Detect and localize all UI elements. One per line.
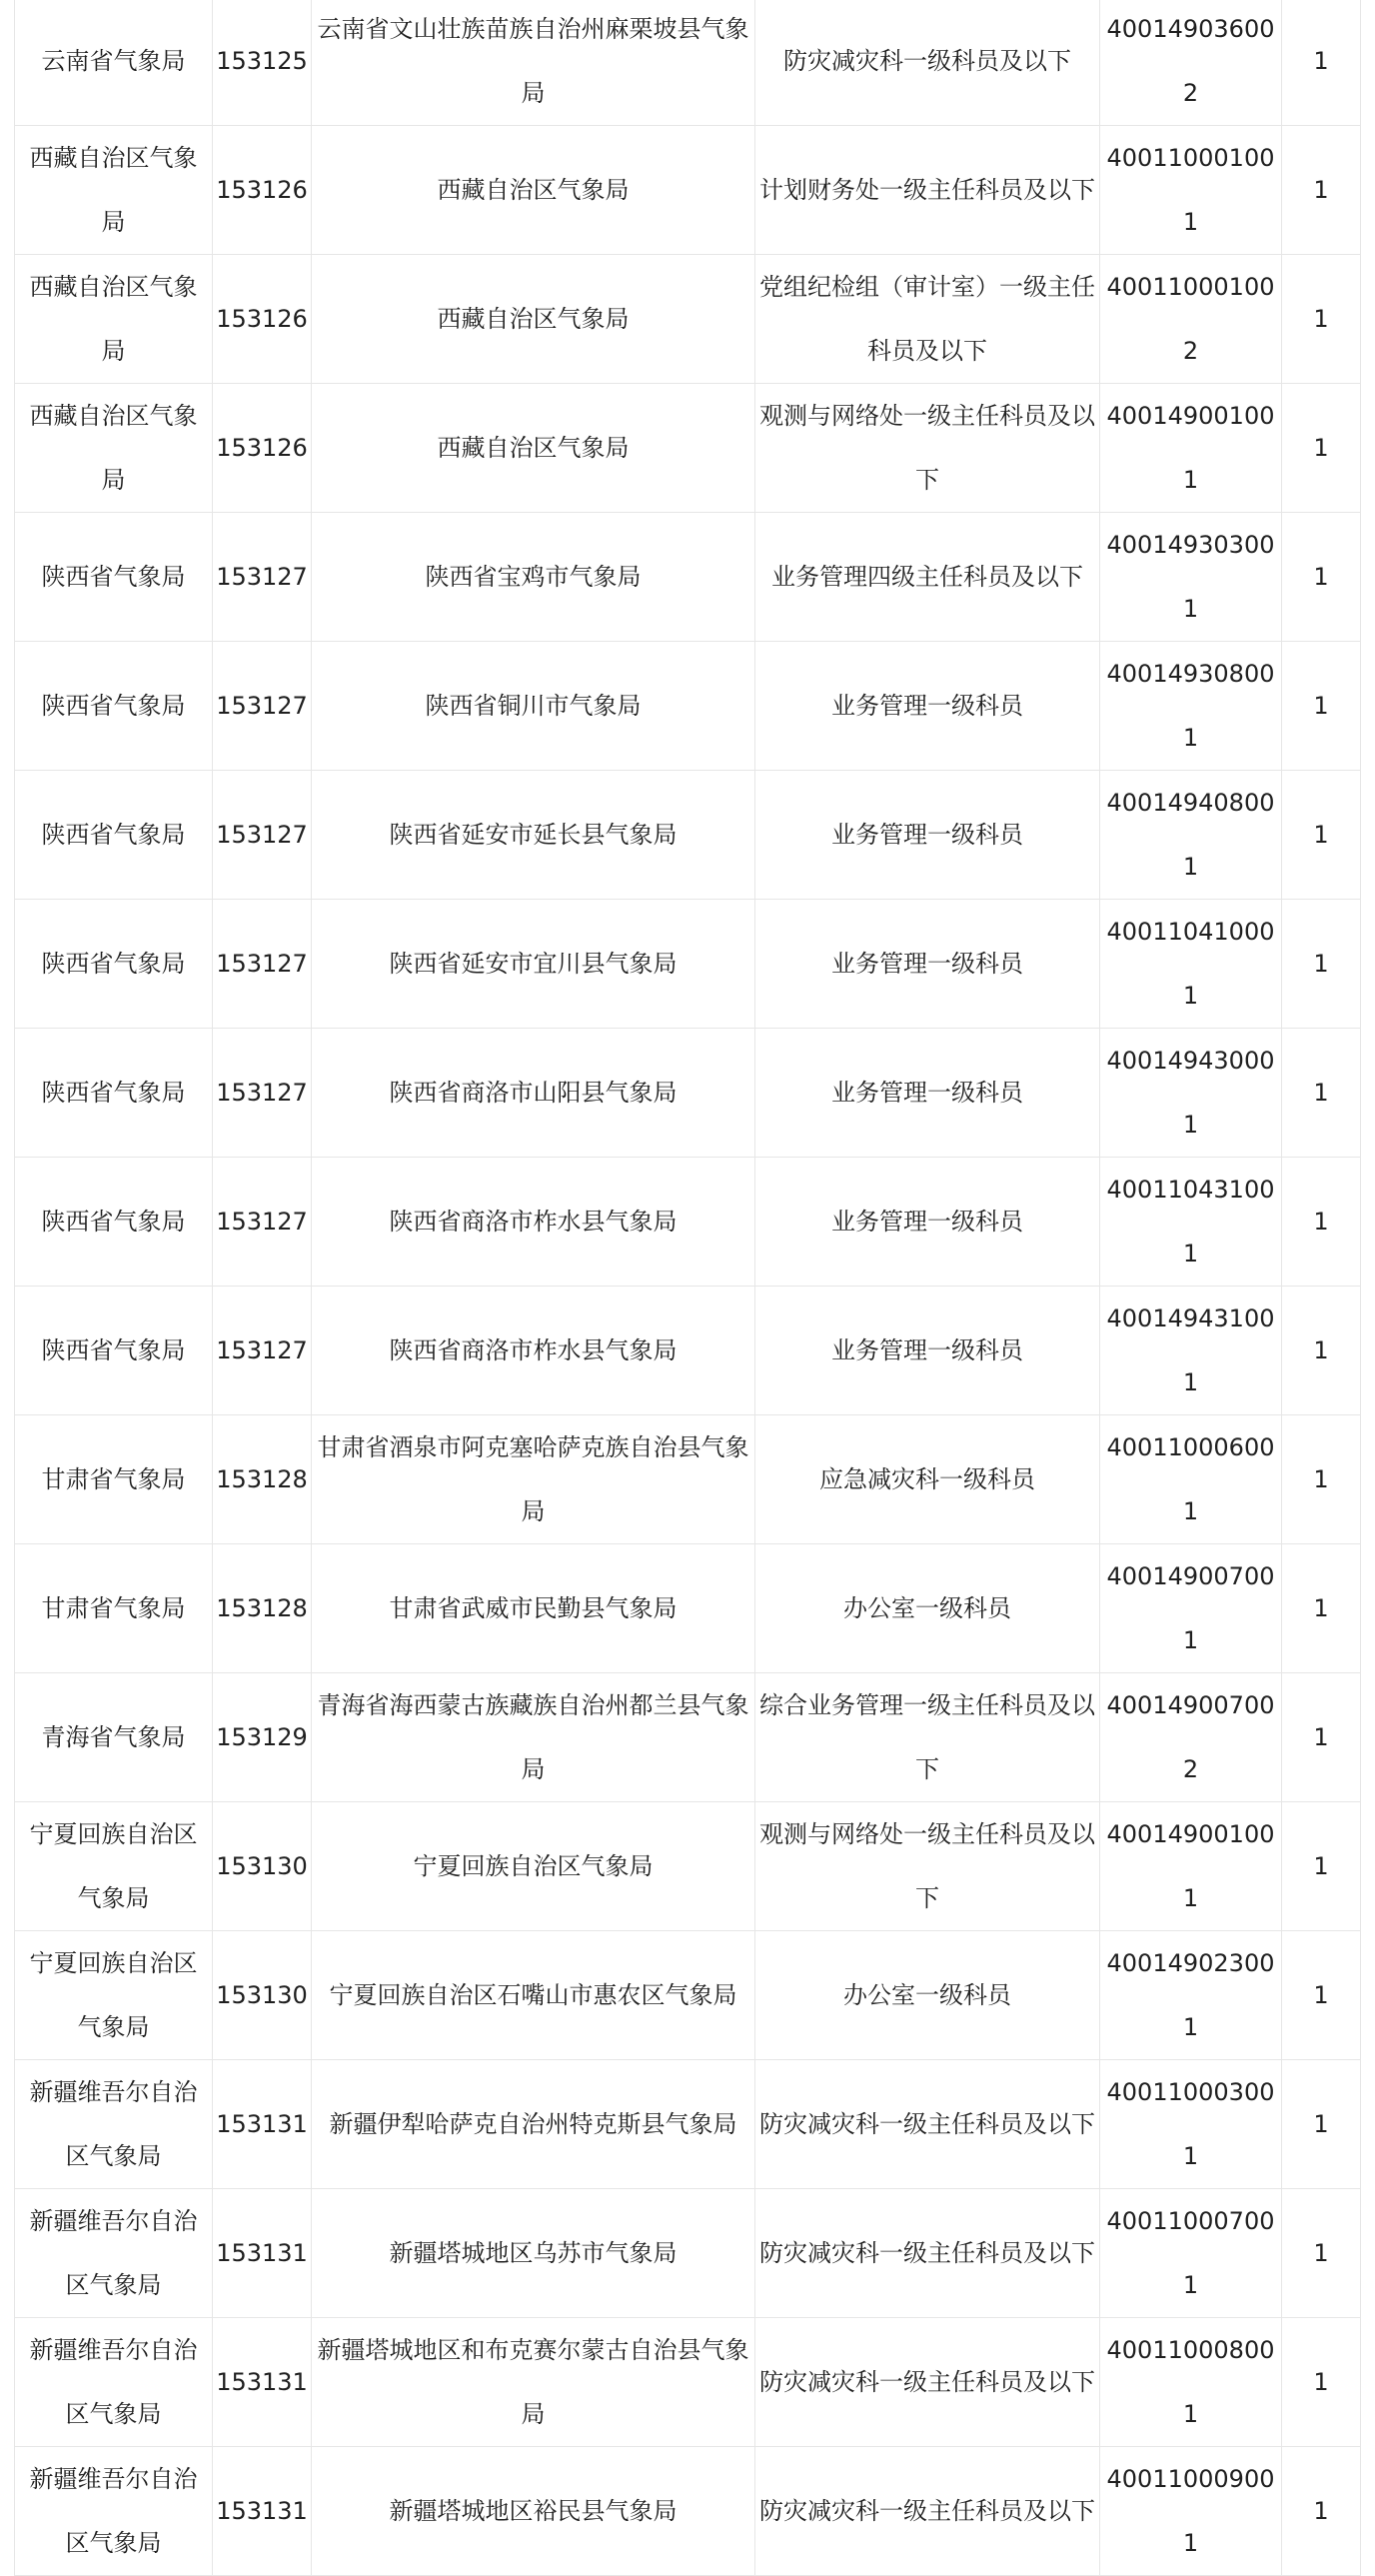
department-code-cell: 153127 xyxy=(213,1287,312,1415)
count-cell: 1 xyxy=(1282,1415,1361,1544)
table-row xyxy=(15,2447,1361,2576)
count-cell: 1 xyxy=(1282,1029,1361,1158)
count-cell: 1 xyxy=(1282,2060,1361,2189)
department-code-cell: 153127 xyxy=(213,900,312,1029)
table-row xyxy=(15,1029,1361,1158)
unit-cell: 新疆塔城地区裕民县气象局 xyxy=(312,2447,755,2576)
count-cell: 1 xyxy=(1282,642,1361,771)
unit-cell: 新疆伊犁哈萨克自治州特克斯县气象局 xyxy=(312,2060,755,2189)
count-cell: 1 xyxy=(1282,255,1361,384)
count-cell: 1 xyxy=(1282,1158,1361,1287)
department-code-cell: 153127 xyxy=(213,771,312,900)
post-code-cell: 400149001001 xyxy=(1100,1802,1282,1931)
department-code-cell: 153126 xyxy=(213,126,312,255)
unit-cell: 青海省海西蒙古族藏族自治州都兰县气象局 xyxy=(312,1673,755,1802)
unit-cell: 陕西省宝鸡市气象局 xyxy=(312,513,755,642)
post-cell: 业务管理四级主任科员及以下 xyxy=(755,513,1100,642)
unit-cell: 陕西省商洛市柞水县气象局 xyxy=(312,1158,755,1287)
post-cell: 防灾减灾科一级主任科员及以下 xyxy=(755,2318,1100,2447)
post-code-cell: 400149007002 xyxy=(1100,1673,1282,1802)
department-code-cell: 153127 xyxy=(213,1029,312,1158)
department-code-cell: 153127 xyxy=(213,513,312,642)
department-cell: 新疆维吾尔自治区气象局 xyxy=(15,2189,213,2318)
department-code-cell: 153130 xyxy=(213,1802,312,1931)
post-code-cell: 400110007001 xyxy=(1100,2189,1282,2318)
department-cell: 陕西省气象局 xyxy=(15,1287,213,1415)
count-cell: 1 xyxy=(1282,1802,1361,1931)
post-code-cell: 400149308001 xyxy=(1100,642,1282,771)
department-cell: 西藏自治区气象局 xyxy=(15,126,213,255)
count-cell: 1 xyxy=(1282,126,1361,255)
table-row xyxy=(15,2318,1361,2447)
post-code-cell: 400110009001 xyxy=(1100,2447,1282,2576)
count-cell: 1 xyxy=(1282,1931,1361,2060)
count-cell: 1 xyxy=(1282,900,1361,1029)
department-cell: 甘肃省气象局 xyxy=(15,1415,213,1544)
department-cell: 西藏自治区气象局 xyxy=(15,255,213,384)
table-row xyxy=(15,255,1361,384)
department-code-cell: 153131 xyxy=(213,2318,312,2447)
unit-cell: 陕西省商洛市山阳县气象局 xyxy=(312,1029,755,1158)
department-code-cell: 153126 xyxy=(213,255,312,384)
department-code-cell: 153126 xyxy=(213,384,312,513)
table-row xyxy=(15,1931,1361,2060)
post-code-cell: 400149023001 xyxy=(1100,1931,1282,2060)
department-cell: 新疆维吾尔自治区气象局 xyxy=(15,2318,213,2447)
post-cell: 观测与网络处一级主任科员及以下 xyxy=(755,1802,1100,1931)
department-code-cell: 153128 xyxy=(213,1544,312,1673)
unit-cell: 新疆塔城地区和布克赛尔蒙古自治县气象局 xyxy=(312,2318,755,2447)
department-cell: 甘肃省气象局 xyxy=(15,1544,213,1673)
post-cell: 综合业务管理一级主任科员及以下 xyxy=(755,1673,1100,1802)
department-cell: 陕西省气象局 xyxy=(15,1158,213,1287)
post-code-cell: 400110001002 xyxy=(1100,255,1282,384)
table-row xyxy=(15,900,1361,1029)
count-cell: 1 xyxy=(1282,1673,1361,1802)
department-code-cell: 153125 xyxy=(213,0,312,126)
table-row xyxy=(15,1158,1361,1287)
post-code-cell: 400149431001 xyxy=(1100,1287,1282,1415)
unit-cell: 西藏自治区气象局 xyxy=(312,255,755,384)
table-row xyxy=(15,1544,1361,1673)
department-code-cell: 153127 xyxy=(213,642,312,771)
table-row xyxy=(15,384,1361,513)
department-code-cell: 153130 xyxy=(213,1931,312,2060)
table-row xyxy=(15,0,1361,126)
unit-cell: 宁夏回族自治区石嘴山市惠农区气象局 xyxy=(312,1931,755,2060)
table-row xyxy=(15,1287,1361,1415)
table-row xyxy=(15,1673,1361,1802)
post-cell: 观测与网络处一级主任科员及以下 xyxy=(755,384,1100,513)
count-cell: 1 xyxy=(1282,513,1361,642)
department-code-cell: 153131 xyxy=(213,2447,312,2576)
post-code-cell: 400149430001 xyxy=(1100,1029,1282,1158)
count-cell: 1 xyxy=(1282,771,1361,900)
unit-cell: 陕西省延安市延长县气象局 xyxy=(312,771,755,900)
post-code-cell: 400110431001 xyxy=(1100,1158,1282,1287)
unit-cell: 甘肃省武威市民勤县气象局 xyxy=(312,1544,755,1673)
count-cell: 1 xyxy=(1282,2189,1361,2318)
post-cell: 办公室一级科员 xyxy=(755,1544,1100,1673)
table-row xyxy=(15,1415,1361,1544)
post-code-cell: 400149001001 xyxy=(1100,384,1282,513)
department-cell: 陕西省气象局 xyxy=(15,900,213,1029)
department-cell: 青海省气象局 xyxy=(15,1673,213,1802)
department-cell: 新疆维吾尔自治区气象局 xyxy=(15,2060,213,2189)
table-row xyxy=(15,2060,1361,2189)
post-cell: 防灾减灾科一级主任科员及以下 xyxy=(755,2060,1100,2189)
department-code-cell: 153131 xyxy=(213,2189,312,2318)
department-cell: 陕西省气象局 xyxy=(15,1029,213,1158)
table-row xyxy=(15,642,1361,771)
positions-table-body xyxy=(15,0,1361,2576)
count-cell: 1 xyxy=(1282,2318,1361,2447)
department-cell: 宁夏回族自治区气象局 xyxy=(15,1931,213,2060)
post-cell: 防灾减灾科一级主任科员及以下 xyxy=(755,2447,1100,2576)
post-cell: 业务管理一级科员 xyxy=(755,1158,1100,1287)
post-cell: 防灾减灾科一级主任科员及以下 xyxy=(755,2189,1100,2318)
table-row xyxy=(15,2189,1361,2318)
department-cell: 陕西省气象局 xyxy=(15,771,213,900)
count-cell: 1 xyxy=(1282,1287,1361,1415)
post-code-cell: 400110006001 xyxy=(1100,1415,1282,1544)
post-code-cell: 400110003001 xyxy=(1100,2060,1282,2189)
post-code-cell: 400149408001 xyxy=(1100,771,1282,900)
unit-cell: 陕西省商洛市柞水县气象局 xyxy=(312,1287,755,1415)
department-code-cell: 153128 xyxy=(213,1415,312,1544)
department-cell: 西藏自治区气象局 xyxy=(15,384,213,513)
post-cell: 防灾减灾科一级科员及以下 xyxy=(755,0,1100,126)
department-code-cell: 153131 xyxy=(213,2060,312,2189)
department-cell: 云南省气象局 xyxy=(15,0,213,126)
post-code-cell: 400149303001 xyxy=(1100,513,1282,642)
post-code-cell: 400110008001 xyxy=(1100,2318,1282,2447)
post-cell: 业务管理一级科员 xyxy=(755,771,1100,900)
department-cell: 陕西省气象局 xyxy=(15,513,213,642)
table-row xyxy=(15,126,1361,255)
table-row xyxy=(15,513,1361,642)
unit-cell: 西藏自治区气象局 xyxy=(312,126,755,255)
unit-cell: 西藏自治区气象局 xyxy=(312,384,755,513)
count-cell: 1 xyxy=(1282,2447,1361,2576)
post-cell: 业务管理一级科员 xyxy=(755,1287,1100,1415)
unit-cell: 陕西省延安市宜川县气象局 xyxy=(312,900,755,1029)
department-cell: 新疆维吾尔自治区气象局 xyxy=(15,2447,213,2576)
table-row xyxy=(15,771,1361,900)
unit-cell: 甘肃省酒泉市阿克塞哈萨克族自治县气象局 xyxy=(312,1415,755,1544)
department-code-cell: 153129 xyxy=(213,1673,312,1802)
unit-cell: 陕西省铜川市气象局 xyxy=(312,642,755,771)
post-cell: 办公室一级科员 xyxy=(755,1931,1100,2060)
department-cell: 宁夏回族自治区气象局 xyxy=(15,1802,213,1931)
post-cell: 业务管理一级科员 xyxy=(755,900,1100,1029)
unit-cell: 新疆塔城地区乌苏市气象局 xyxy=(312,2189,755,2318)
post-cell: 业务管理一级科员 xyxy=(755,1029,1100,1158)
post-code-cell: 400110001001 xyxy=(1100,126,1282,255)
unit-cell: 宁夏回族自治区气象局 xyxy=(312,1802,755,1931)
post-cell: 业务管理一级科员 xyxy=(755,642,1100,771)
post-cell: 党组纪检组（审计室）一级主任科员及以下 xyxy=(755,255,1100,384)
post-code-cell: 400149036002 xyxy=(1100,0,1282,126)
department-code-cell: 153127 xyxy=(213,1158,312,1287)
count-cell: 1 xyxy=(1282,0,1361,126)
post-code-cell: 400110410001 xyxy=(1100,900,1282,1029)
count-cell: 1 xyxy=(1282,384,1361,513)
post-cell: 计划财务处一级主任科员及以下 xyxy=(755,126,1100,255)
table-row xyxy=(15,1802,1361,1931)
unit-cell: 云南省文山壮族苗族自治州麻栗坡县气象局 xyxy=(312,0,755,126)
positions-table xyxy=(14,0,1361,2576)
post-code-cell: 400149007001 xyxy=(1100,1544,1282,1673)
count-cell: 1 xyxy=(1282,1544,1361,1673)
post-cell: 应急减灾科一级科员 xyxy=(755,1415,1100,1544)
department-cell: 陕西省气象局 xyxy=(15,642,213,771)
